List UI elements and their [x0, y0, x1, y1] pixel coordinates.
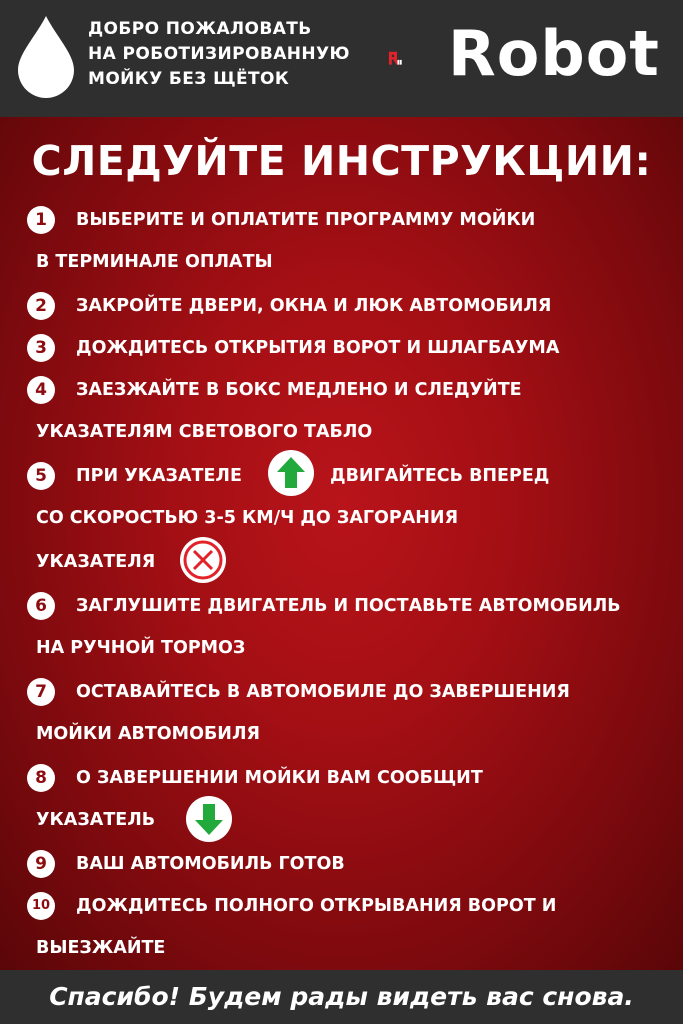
step-text: МОЙКИ АВТОМОБИЛЯ: [36, 724, 260, 744]
green-arrow-down-icon: [186, 796, 232, 842]
robot-logo-icon: [388, 26, 450, 90]
step-text: УКАЗАТЕЛЯ: [36, 552, 156, 572]
step-text: В ТЕРМИНАЛЕ ОПЛАТЫ: [36, 252, 273, 272]
step-text: НА РУЧНОЙ ТОРМОЗ: [36, 638, 246, 658]
step-number: 7: [27, 678, 55, 706]
step-text: ВЫЕЗЖАЙТЕ: [36, 938, 166, 958]
step-text: ОСТАВАЙТЕСЬ В АВТОМОБИЛЕ ДО ЗАВЕРШЕНИЯ: [76, 682, 570, 702]
step-number: 8: [27, 764, 55, 792]
welcome-line-2: НА РОБОТИЗИРОВАННУЮ: [88, 44, 350, 64]
step-text: ВЫБЕРИТЕ И ОПЛАТИТЕ ПРОГРАММУ МОЙКИ: [76, 210, 536, 230]
welcome-line-3: МОЙКУ БЕЗ ЩЁТОК: [88, 69, 290, 89]
water-drop-icon: [14, 14, 78, 98]
step-text: СО СКОРОСТЬЮ 3-5 КМ/Ч ДО ЗАГОРАНИЯ: [36, 508, 459, 528]
step-number: 1: [27, 206, 55, 234]
step-text: УКАЗАТЕЛЬ: [36, 810, 156, 830]
red-cross-icon: [180, 537, 226, 583]
step-text: ЗАЕЗЖАЙТЕ В БОКС МЕДЛЕНО И СЛЕДУЙТЕ: [76, 380, 522, 400]
logo-text: Robot: [448, 17, 660, 90]
step-number: 2: [27, 292, 55, 320]
step-text: О ЗАВЕРШЕНИИ МОЙКИ ВАМ СООБЩИТ: [76, 768, 483, 788]
step-text: ДОЖДИТЕСЬ ПОЛНОГО ОТКРЫВАНИЯ ВОРОТ И: [76, 896, 557, 916]
step-number: 5: [27, 462, 55, 490]
step-text: ДВИГАЙТЕСЬ ВПЕРЕД: [330, 466, 550, 486]
footer-bar: [0, 970, 683, 1024]
welcome-line-1: ДОБРО ПОЖАЛОВАТЬ: [88, 19, 312, 39]
step-number: 10: [27, 892, 55, 920]
step-text: ПРИ УКАЗАТЕЛЕ: [76, 466, 242, 486]
green-arrow-up-icon: [268, 450, 314, 496]
step-text: ЗАКРОЙТЕ ДВЕРИ, ОКНА И ЛЮК АВТОМОБИЛЯ: [76, 296, 552, 316]
instructions-panel: [0, 117, 683, 970]
thanks-message: Спасибо! Будем рады видеть вас снова.: [49, 982, 634, 1011]
header-bar: [0, 0, 683, 117]
step-text: ДОЖДИТЕСЬ ОТКРЫТИЯ ВОРОТ И ШЛАГБАУМА: [76, 338, 560, 358]
step-number: 9: [27, 850, 55, 878]
step-number: 6: [27, 592, 55, 620]
welcome-text: [88, 17, 378, 92]
step-text: УКАЗАТЕЛЯМ СВЕТОВОГО ТАБЛО: [36, 422, 373, 442]
step-number: 3: [27, 334, 55, 362]
step-text: ВАШ АВТОМОБИЛЬ ГОТОВ: [76, 854, 345, 874]
page-title: СЛЕДУЙТЕ ИНСТРУКЦИИ:: [31, 137, 652, 185]
step-text: ЗАГЛУШИТЕ ДВИГАТЕЛЬ И ПОСТАВЬТЕ АВТОМОБИЛЬ: [76, 596, 621, 616]
step-number: 4: [27, 376, 55, 404]
